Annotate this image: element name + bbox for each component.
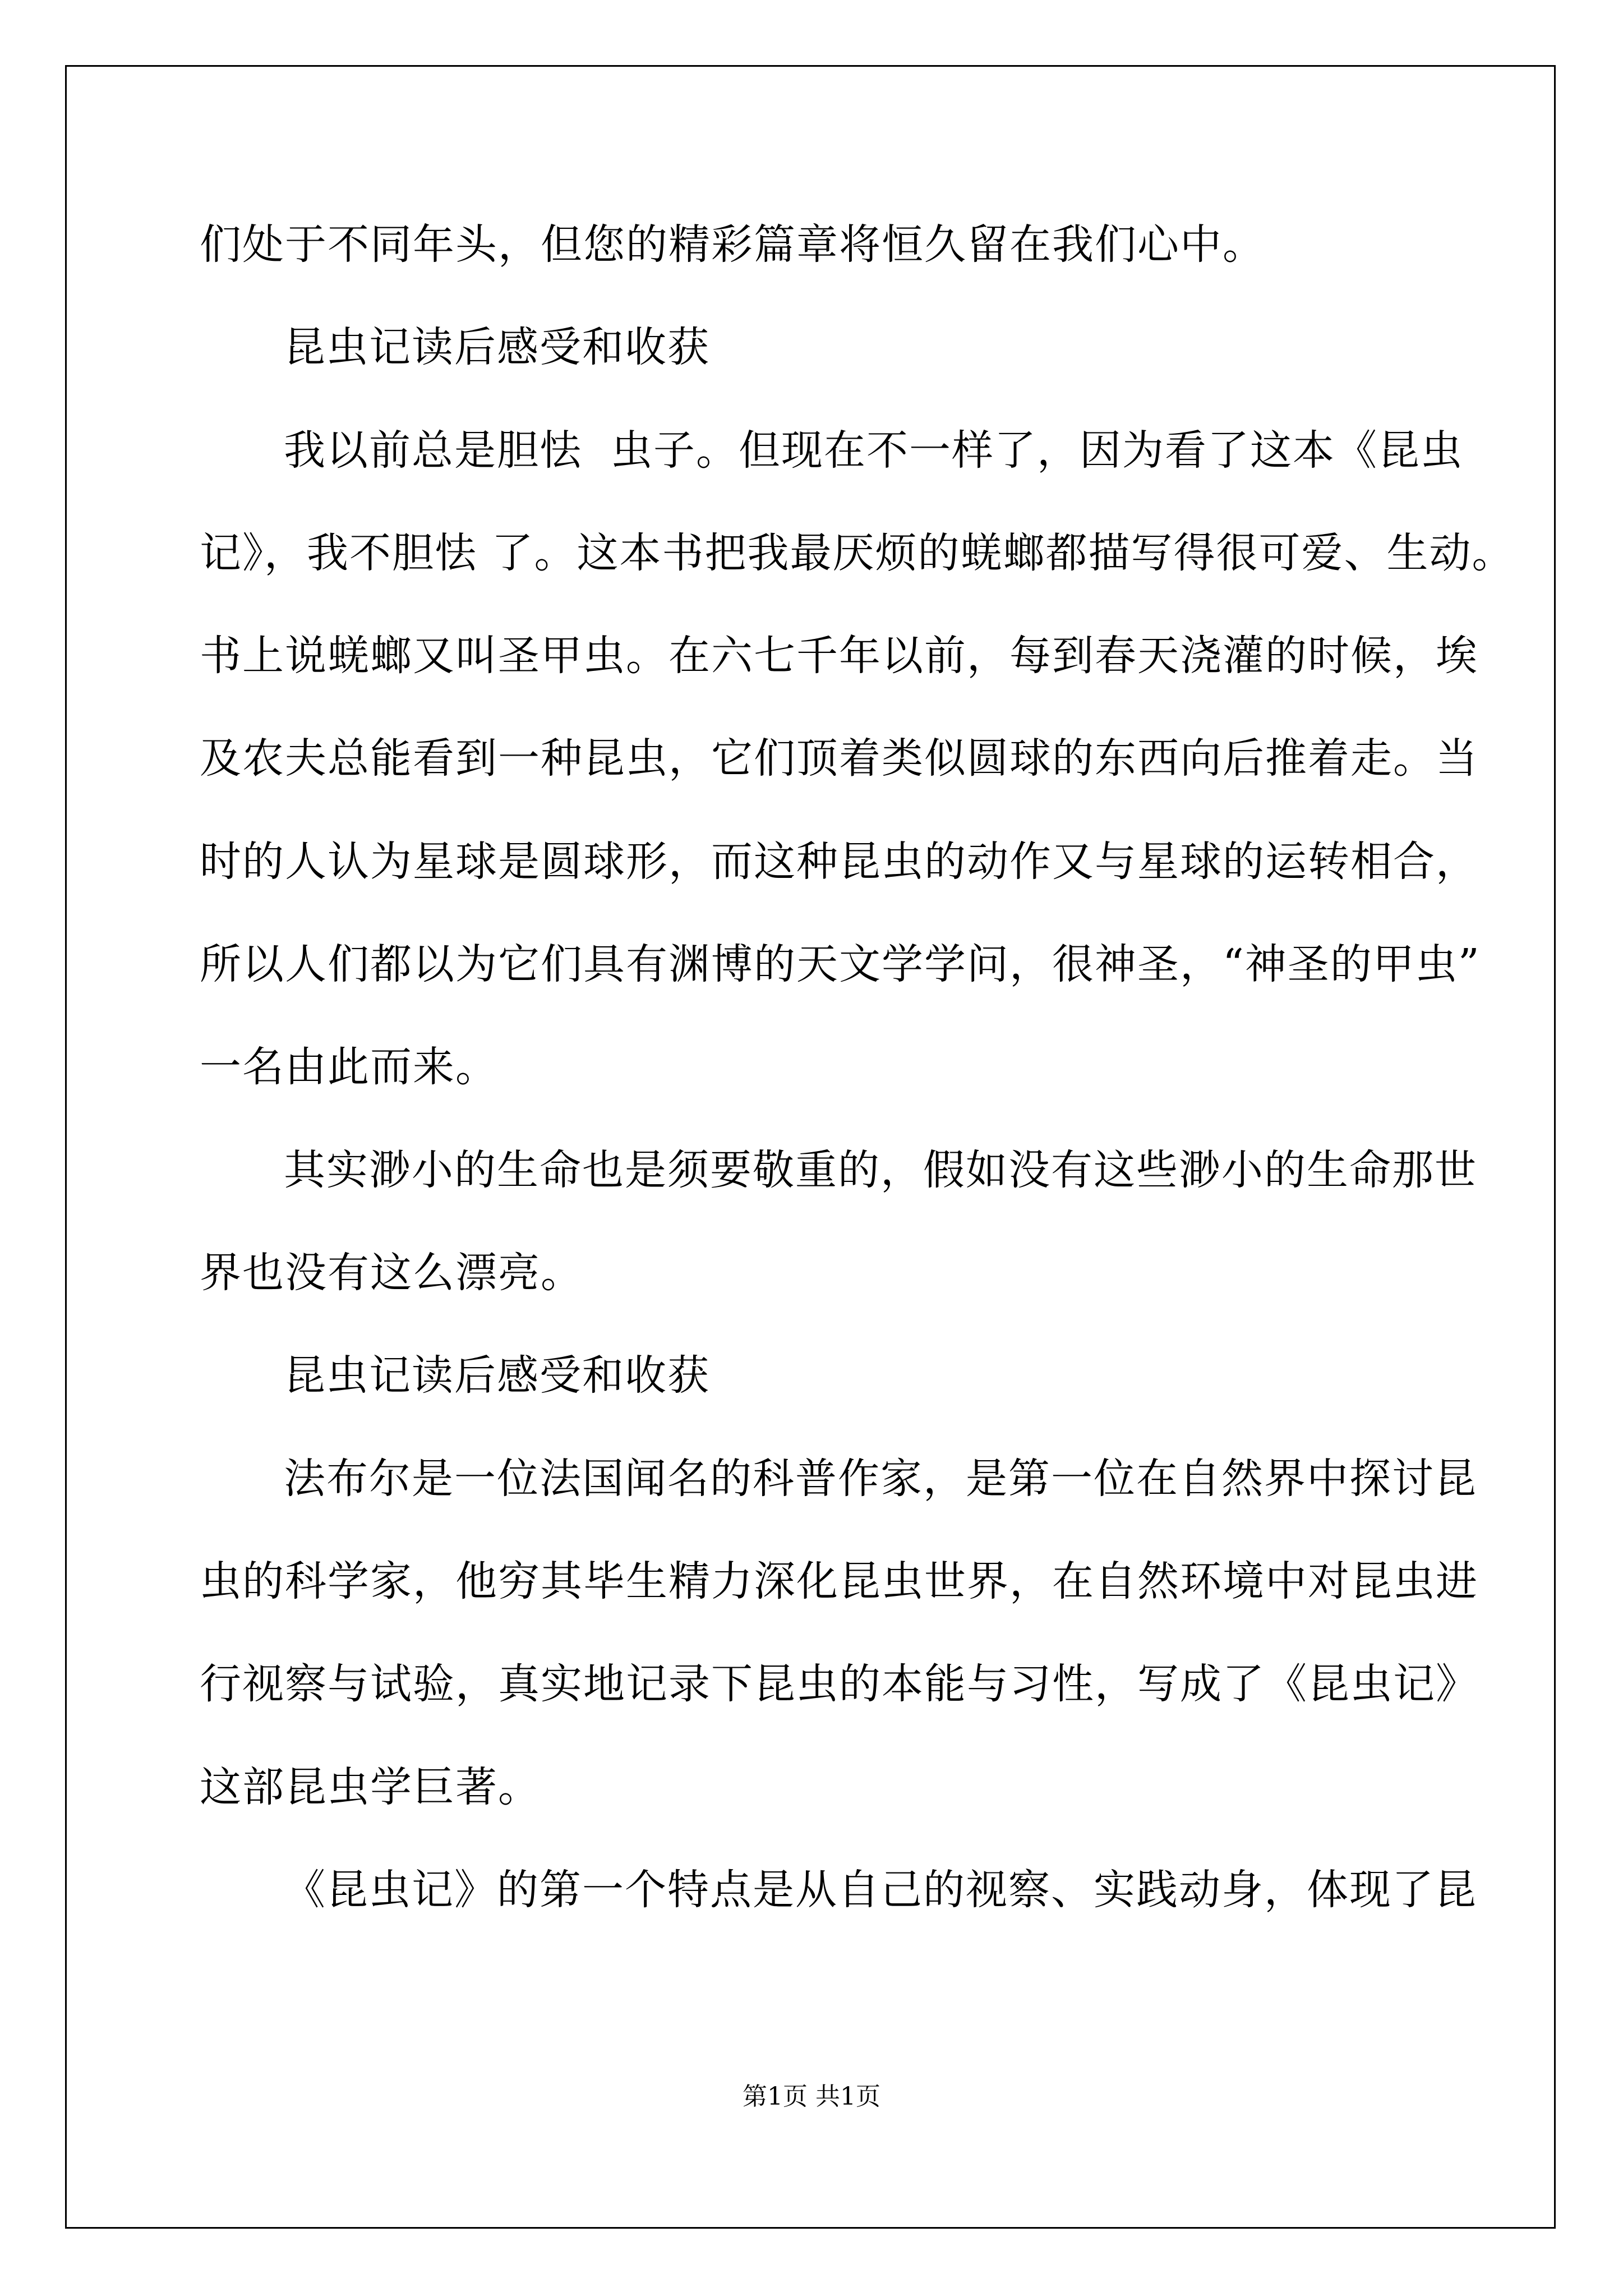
body-line: 记》，我不胆怯 了。这本书把我最厌烦的蜣螂都描写得很可爱、生动。 (200, 529, 1515, 577)
body-line: 们处于不同年头，但您的精彩篇章将恒久留在我们心中。 (200, 220, 1265, 269)
body-line: 虫的科学家，他穷其毕生精力深化昆虫世界，在自然环境中对昆虫进 (200, 1557, 1478, 1605)
body-line: 时的人认为星球是圆球形，而这种昆虫的动作又与星球的运转相合， (200, 838, 1478, 886)
body-line: 及农夫总能看到一种昆虫，它们顶着类似圆球的东西向后推着走。当 (200, 734, 1478, 783)
body-line: 一名由此而来。 (200, 1043, 498, 1091)
paragraph-start: 法布尔是一位法国闻名的科普作家，是第一位在自然界中探讨昆 (284, 1455, 1477, 1503)
body-line: 这部昆虫学巨著。 (200, 1763, 541, 1811)
section-heading: 昆虫记读后感受和收获 (284, 323, 710, 371)
body-line: 书上说蜣螂又叫圣甲虫。在六七千年以前，每到春天浇灌的时候，埃 (200, 632, 1478, 680)
body-line: 界也没有这么漂亮。 (200, 1249, 583, 1297)
body-line: 所以人们都以为它们具有渊博的天文学学问，很神圣，“神圣的甲虫” (200, 940, 1481, 988)
page-footer: 第1页 共1页 (743, 2082, 880, 2111)
paragraph-start: 我以前总是胆怯 虫子。但现在不一样了，因为看了这本《昆虫 (284, 426, 1464, 475)
body-line: 行视察与试验，真实地记录下昆虫的本能与习性，写成了《昆虫记》 (200, 1660, 1478, 1708)
section-heading: 昆虫记读后感受和收获 (284, 1351, 710, 1400)
paragraph-start: 其实渺小的生命也是须要敬重的，假如没有这些渺小的生命那世 (284, 1146, 1477, 1194)
paragraph-start: 《昆虫记》的第一个特点是从自己的视察、实践动身，体现了昆 (284, 1866, 1477, 1914)
